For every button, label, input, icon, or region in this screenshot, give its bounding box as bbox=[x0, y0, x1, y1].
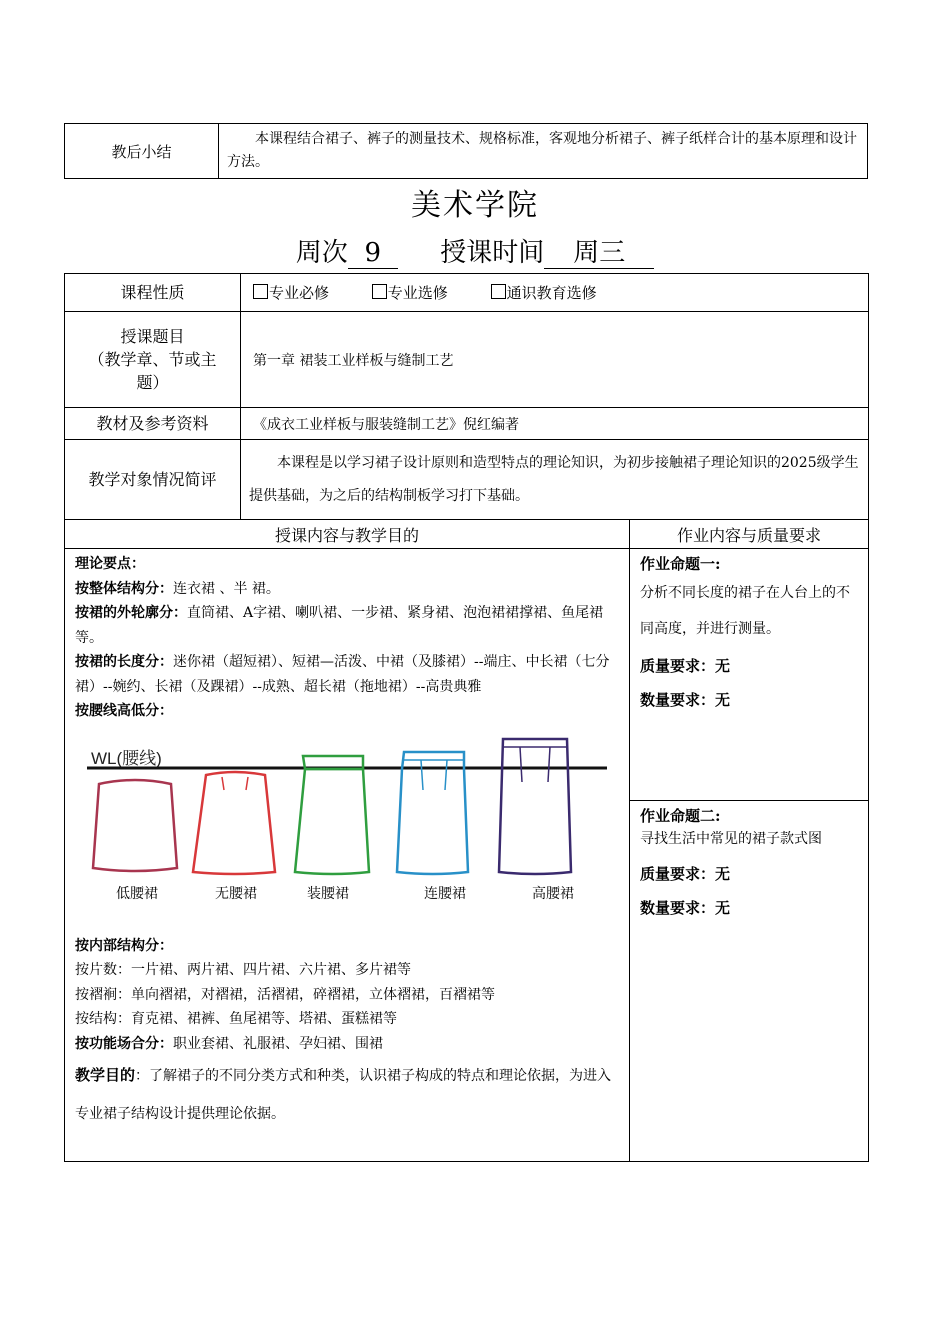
wl-label: WL(腰线) bbox=[91, 748, 162, 768]
option-elective[interactable]: 专业选修 bbox=[372, 284, 448, 302]
homework-header: 作业内容与质量要求 bbox=[630, 520, 869, 549]
teaching-goal: 教学目的：了解裙子的不同分类方式和种类，认识裙子构成的特点和理论依据，为进入专业裙子结构设计提供理论依据。 bbox=[75, 1066, 612, 1122]
nature-options bbox=[241, 274, 869, 312]
nature-label: 课程性质 bbox=[65, 274, 241, 312]
homework-1-title: 作业命题一: bbox=[640, 555, 721, 573]
summary-label: 教后小结 bbox=[65, 124, 219, 179]
skirt-label-high: 高腰裙 bbox=[532, 885, 574, 902]
set-waist-skirt-icon bbox=[295, 769, 369, 874]
option-required[interactable]: 专业必修 bbox=[253, 284, 329, 302]
college-title: 美术学院 bbox=[411, 188, 539, 223]
week-line bbox=[0, 232, 950, 269]
high-waist-skirt-icon bbox=[499, 739, 571, 874]
homework-2-title: 作业命题二: bbox=[640, 807, 721, 825]
inner-title: 按内部结构分： bbox=[75, 937, 173, 954]
option-general[interactable]: 通识教育选修 bbox=[491, 284, 597, 302]
theory-title: 理论要点： bbox=[75, 556, 145, 572]
low-waist-skirt-icon bbox=[93, 780, 177, 871]
no-waist-skirt-icon bbox=[193, 772, 275, 874]
by-structure-type: 按结构：育克裙、裙裤、鱼尾裙等、塔裙、蛋糕裙等 bbox=[75, 1011, 397, 1027]
homework-2-quality: 质量要求：无 bbox=[640, 865, 731, 883]
skirt-label-set: 装腰裙 bbox=[307, 885, 349, 902]
material-value: 《成衣工业样板与服装缝制工艺》倪红编著 bbox=[241, 408, 869, 440]
homework-1-desc: 分析不同长度的裙子在人台上的不同高度，并进行测量。 bbox=[640, 585, 850, 637]
waist-diagram bbox=[75, 724, 619, 934]
continuous-waist-skirt-icon bbox=[397, 752, 468, 874]
time-value: 周三 bbox=[544, 238, 654, 269]
week-label: 周次 bbox=[295, 238, 348, 268]
by-pleats: 按褶裥：单向褶裙，对褶裙，活褶裙，碎褶裙，立体褶裙，百褶裙等 bbox=[75, 986, 495, 1003]
by-occasion: 按功能场合分：职业套裙、礼服裙、孕妇裙、围裙 bbox=[75, 1035, 383, 1052]
audience-value: 本课程是以学习裙子设计原则和造型特点的理论知识，为初步接触裙子理论知识的2025级学生提供基础，为之后的结构制板学习打下基础。 bbox=[241, 440, 869, 520]
checkbox-icon[interactable] bbox=[253, 284, 268, 299]
checkbox-icon[interactable] bbox=[372, 284, 387, 299]
skirt-label-low: 低腰裙 bbox=[116, 885, 158, 902]
homework-1-quality: 质量要求：无 bbox=[640, 657, 731, 675]
by-length: 按裙的长度分：迷你裙（超短裙）、短裙—活泼、中裙（及膝裙）--端庄、中长裙（七分裙）--婉约、长裙（及踝裙）--成熟、超长裙（拖地裙）--高贵典雅 bbox=[75, 654, 610, 695]
audience-label: 教学对象情况简评 bbox=[65, 440, 241, 520]
by-waist-label: 按腰线高低分： bbox=[75, 703, 173, 719]
content-cell bbox=[65, 549, 630, 1162]
skirt-label-cont: 连腰裙 bbox=[424, 885, 466, 902]
homework-1-quantity: 数量要求：无 bbox=[640, 691, 731, 709]
by-outline: 按裙的外轮廓分：直筒裙、A字裙、喇叭裙、一步裙、紧身裙、泡泡裙裙撑裙、鱼尾裙等。 bbox=[75, 605, 604, 646]
week-value: 9 bbox=[348, 238, 398, 269]
homework-2 bbox=[630, 801, 869, 1162]
content-header: 授课内容与教学目的 bbox=[65, 520, 630, 549]
course-table bbox=[64, 273, 869, 1162]
checkbox-icon[interactable] bbox=[491, 284, 506, 299]
by-pieces: 按片数：一片裙、两片裙、四片裙、六片裙、多片裙等 bbox=[75, 962, 411, 978]
topic-label: 授课题目 （教学章、节或主 题） bbox=[65, 312, 241, 408]
material-label: 教材及参考资料 bbox=[65, 408, 241, 440]
by-structure: 按整体结构分：连衣裙 、半 裙。 bbox=[75, 580, 280, 597]
topic-value: 第一章 裙装工业样板与缝制工艺 bbox=[241, 312, 869, 408]
summary-text: 本课程结合裙子、裤子的测量技术、规格标准，客观地分析裙子、裤子纸样合计的基本原理和设计方法。 bbox=[219, 124, 868, 179]
homework-2-quantity: 数量要求：无 bbox=[640, 899, 731, 917]
time-label: 授课时间 bbox=[440, 238, 545, 268]
skirt-label-none: 无腰裙 bbox=[215, 885, 257, 902]
homework-1 bbox=[630, 549, 869, 801]
summary-table bbox=[64, 123, 868, 179]
homework-2-desc: 寻找生活中常见的裙子款式图 bbox=[640, 831, 822, 847]
